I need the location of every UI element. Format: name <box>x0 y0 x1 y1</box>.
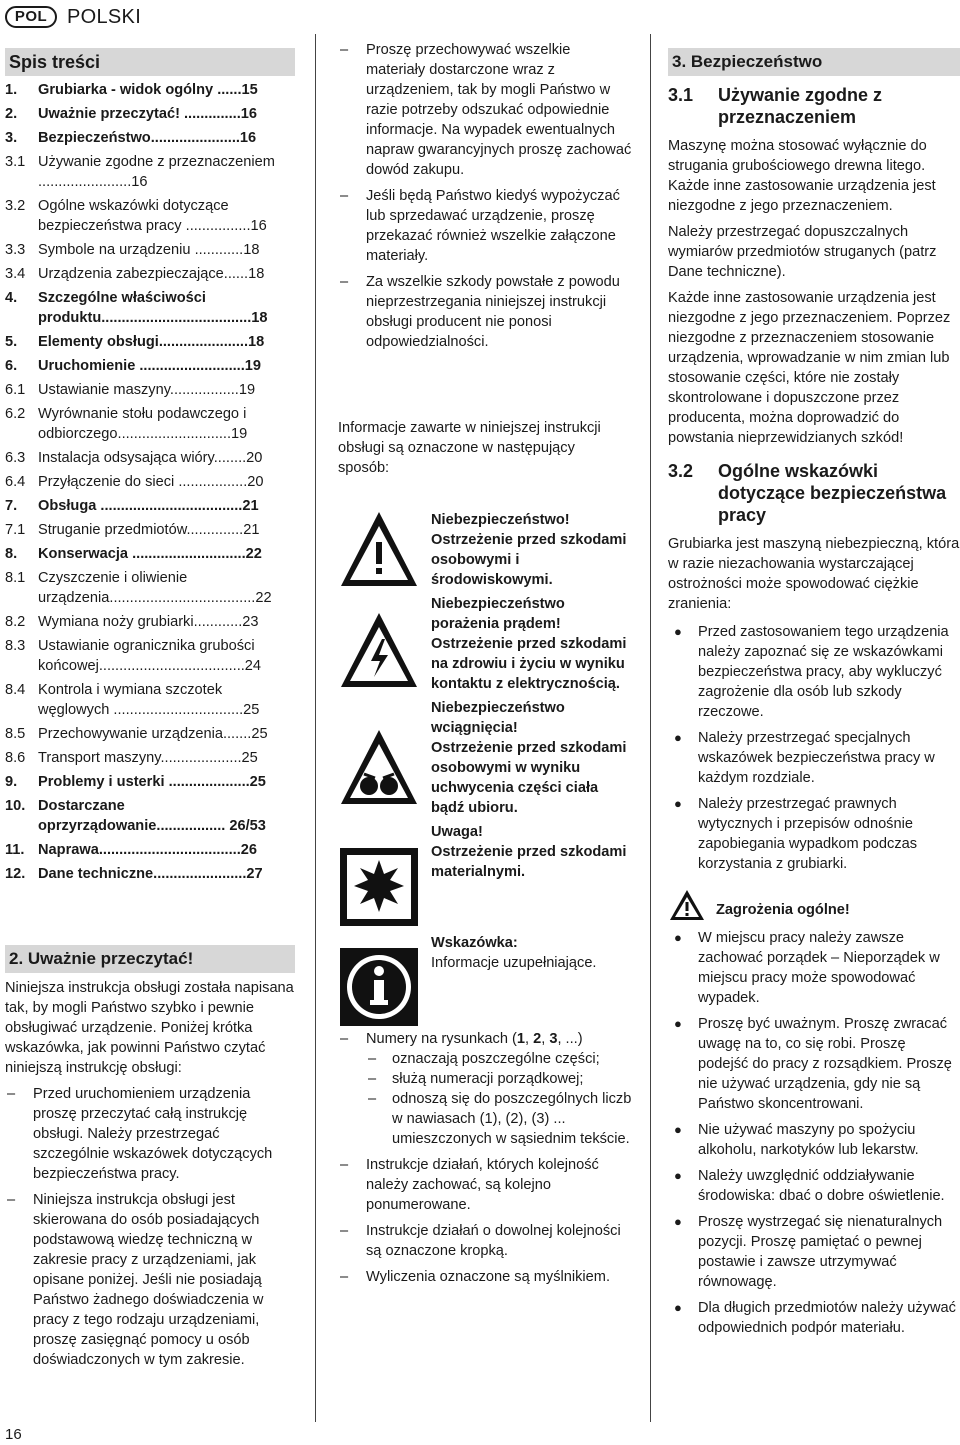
section2-intro: Niniejsza instrukcja obsługi została napisana tak, by mogli Państwo szybko i pewnie obsługiwać urządzenie. Poniżej krótka wskazówka, jak powinni Państwo czytać niniejszą instrukcję obsługi: <box>5 980 294 1076</box>
s31-paragraph-1: Maszynę można stosować wyłącznie do strugania grubościowego drewna litego. Każde inne zastosowanie urządzenia jest niezgodne z jego przeznaczeniem. <box>668 138 936 214</box>
toc-number: 10. <box>5 798 26 814</box>
toc-number: 12. <box>5 866 26 882</box>
toc-entry: Używanie zgodne z przeznaczeniem .......................16 <box>38 154 275 190</box>
toc-number: 6.3 <box>5 450 26 466</box>
toc-entry: Urządzenia zabezpieczające......18 <box>38 266 265 282</box>
info-intro: Informacje zawarte w niniejszej instrukcji obsługi są oznaczone w następujący sposób: <box>338 420 601 476</box>
list-text: W miejscu pracy należy zawsze zachować porządek – Nieporządek w miejscu pracy może spowodować wypadek. <box>698 930 940 1006</box>
toc-row <box>5 448 295 468</box>
list-text: Instrukcje działań, których kolejność należy zachować, są kolejno ponumerowane. <box>366 1157 599 1213</box>
toc-row <box>5 472 295 492</box>
warning-text: Ostrzeżenie przed szkodami osobowymi i środowiskowymi. <box>431 532 627 588</box>
numbers-sub-item <box>366 1069 632 1089</box>
warning-text: Niebezpieczeństwo porażenia prądem! <box>431 596 565 632</box>
bullet-marker: ● <box>674 1300 682 1315</box>
list-text: Należy uwzględnić oddziaływanie środowiska: dbać o dobre oświetlenie. <box>698 1168 945 1204</box>
numbers-sublist <box>338 1049 632 1149</box>
hazard-bullet <box>668 1166 960 1206</box>
dash-marker: – <box>340 188 349 204</box>
dash-marker: – <box>368 1091 377 1107</box>
list-text: Za wszelkie szkody powstałe z powodu nieprzestrzegania niniejszej instrukcji obsługi producent nie ponosi odpowiedzialności. <box>366 274 620 350</box>
info-icon <box>338 946 420 1028</box>
hazard-bullet <box>668 1298 960 1338</box>
toc-number: 8.2 <box>5 614 26 630</box>
toc-entry: Wyrównanie stołu podawczego i odbiorczego............................19 <box>38 406 248 442</box>
toc-row <box>5 128 295 148</box>
list-text: Proszę wystrzegać się nienaturalnych pozycji. Proszę pamiętać o pewnej postawie i zawsze utrzymywać równowagę. <box>698 1214 943 1290</box>
toc-row <box>5 864 295 884</box>
toc-entry: Uruchomienie ..........................19 <box>38 358 262 374</box>
column-divider-1 <box>315 34 316 1422</box>
language-title: POLSKI <box>67 6 142 28</box>
toc-entry: Obsługa ...................................21 <box>38 498 259 514</box>
section31-heading: 3.1 Używanie zgodne z przeznaczeniem <box>668 85 883 127</box>
hazard-bullet <box>668 1120 960 1160</box>
toc-row <box>5 796 295 836</box>
warning-text: Niebezpieczeństwo! <box>431 512 570 528</box>
toc-number: 8.4 <box>5 682 26 698</box>
toc-number: 3.1 <box>5 154 26 170</box>
toc-row <box>5 520 295 540</box>
toc-number: 8. <box>5 546 18 562</box>
toc-entry: Symbole na urządzeniu ............18 <box>38 242 260 258</box>
toc-number: 3.2 <box>5 198 26 214</box>
toc-entry: Naprawa...................................26 <box>38 842 257 858</box>
section32-heading: 3.2 Ogólne wskazówki dotyczące bezpieczeństwa pracy <box>668 461 947 525</box>
toc-number: 11. <box>5 842 25 858</box>
numbers-sub-item <box>366 1089 632 1149</box>
toc-number: 6. <box>5 358 18 374</box>
dash-marker: – <box>368 1071 377 1087</box>
warning-triangle-icon <box>668 888 706 922</box>
hint-title: Wskazówka: <box>431 935 518 951</box>
toc-entry: Ustawianie maszyny.................19 <box>38 382 256 398</box>
column-divider-2 <box>650 34 651 1422</box>
warning-texts <box>431 510 631 882</box>
toc-number: 4. <box>5 290 18 306</box>
toc-row <box>5 772 295 792</box>
toc-row <box>5 80 295 100</box>
toc-number: 7.1 <box>5 522 26 538</box>
dash-marker: – <box>340 1157 349 1173</box>
toc-number: 8.5 <box>5 726 26 742</box>
toc-entry: Struganie przedmiotów..............21 <box>38 522 260 538</box>
dash-marker: – <box>340 1223 349 1239</box>
toc-row <box>5 264 295 284</box>
dash-marker: – <box>340 1269 349 1285</box>
toc-entry: Konserwacja ............................22 <box>38 546 262 562</box>
section2-item <box>5 1084 295 1184</box>
toc-row <box>5 288 295 328</box>
toc-number: 1. <box>5 82 18 98</box>
warning-text: Uwaga! <box>431 824 483 840</box>
toc-entry: Dane techniczne.......................27 <box>38 866 263 882</box>
list-text: Przed uruchomieniem urządzenia proszę przeczytać całą instrukcję obsługi. Należy przestrzegać szczególnie wskazówek dotyczących bezpieczeństwa pracy. <box>33 1086 273 1182</box>
toc-row <box>5 332 295 352</box>
bullet-marker: ● <box>674 730 682 745</box>
bullet-marker: ● <box>674 1168 682 1183</box>
safety-bullet <box>668 622 960 722</box>
list-text: Przed zastosowaniem tego urządzenia należy zapoznać się ze wskazówkami bezpieczeństwa pracy, aby wykluczyć zagrożenie dla osób lub szkody rzeczowe. <box>698 624 949 720</box>
danger-warning-icon <box>338 508 420 590</box>
toc-row <box>5 196 295 236</box>
toc-entry: Dostarczane oprzyrządowanie................. 26/53 <box>38 798 266 834</box>
toc-entry: Instalacja odsysająca wióry........20 <box>38 450 263 466</box>
dash-marker: – <box>340 42 349 58</box>
warning-text: Ostrzeżenie przed szkodami materialnymi. <box>431 844 627 880</box>
section3-title: 3. Bezpieczeństwo <box>668 48 960 76</box>
numbers-sub-item <box>366 1049 632 1069</box>
toc-number: 3.4 <box>5 266 26 282</box>
toc-title: Spis treści <box>5 48 295 76</box>
dash-marker: – <box>340 274 349 290</box>
safety-bullets-1 <box>668 622 960 874</box>
hazard-bullet <box>668 928 960 1008</box>
toc-number: 5. <box>5 334 18 350</box>
toc-row <box>5 636 295 676</box>
list-text: Proszę przechowywać wszelkie materiały dostarczone wraz z urządzeniem, tak by mogli Państwo w razie potrzeby odszukać odpowiednie informacje. Na wypadek ewentualnych napraw gwarancyjnych proszę zachować dowód zakupu. <box>366 42 632 178</box>
list-text: Instrukcje działań o dowolnej kolejności są oznaczone kropką. <box>366 1223 621 1259</box>
language-badge: POL <box>5 6 57 28</box>
hazard-bullet <box>668 1014 960 1114</box>
warning-text: Ostrzeżenie przed szkodami na zdrowiu i życiu w wyniku kontaktu z elektrycznością. <box>431 636 627 692</box>
bullet-marker: ● <box>674 796 682 811</box>
toc-row <box>5 356 295 376</box>
toc-number: 8.3 <box>5 638 26 654</box>
toc-entry: Grubiarka - widok ogólny ......15 <box>38 82 258 98</box>
col2-bottom-item <box>338 1155 632 1215</box>
col2-item <box>338 272 632 352</box>
toc-number: 3.3 <box>5 242 26 258</box>
warning-text: Ostrzeżenie przed szkodami osobowymi w wyniku uchwycenia części ciała bądź ubioru. <box>431 740 627 816</box>
toc-entry: Czyszczenie i oliwienie urządzenia....................................22 <box>38 570 272 606</box>
safety-bullet <box>668 728 960 788</box>
toc-number: 8.1 <box>5 570 26 586</box>
list-text: odnoszą się do poszczególnych liczb w nawiasach (1), (2), (3) ... umieszczonych w sąsiednim tekście. <box>392 1091 632 1147</box>
toc-row <box>5 840 295 860</box>
hazard-bullet <box>668 1212 960 1292</box>
bullet-marker: ● <box>674 930 682 945</box>
col2-item <box>338 40 632 180</box>
col2-top-list <box>338 40 632 358</box>
toc-entry: Ogólne wskazówki dotyczące bezpieczeństwa pracy ................16 <box>38 198 267 234</box>
bullet-marker: ● <box>674 624 682 639</box>
material-damage-icon <box>338 846 420 928</box>
toc-row <box>5 612 295 632</box>
toc-row <box>5 152 295 192</box>
s32-paragraph-1: Grubiarka jest maszyną niebezpieczną, która w razie niezachowania wystarczającej ostrożności może spowodować ciężkie zranienia: <box>668 536 960 612</box>
toc-entry: Problemy i usterki ....................25 <box>38 774 266 790</box>
toc-number: 9. <box>5 774 18 790</box>
bullet-marker: ● <box>674 1214 682 1229</box>
toc-number: 2. <box>5 106 18 122</box>
col2-item <box>338 186 632 266</box>
list-text: Wyliczenia oznaczone są myślnikiem. <box>366 1269 610 1285</box>
toc-number: 6.4 <box>5 474 26 490</box>
list-text: Dla długich przedmiotów należy używać odpowiednich podpór materiału. <box>698 1300 956 1336</box>
toc-row <box>5 404 295 444</box>
numbers-item: – Numery na rysunkach (1, 2, 3, ...) <box>340 1031 583 1047</box>
toc-number: 6.1 <box>5 382 26 398</box>
dash-marker: – <box>7 1086 16 1102</box>
toc-entry: Przechowywanie urządzenia.......25 <box>38 726 268 742</box>
toc-number: 8.6 <box>5 750 26 766</box>
toc-row <box>5 240 295 260</box>
col2-bottom-item <box>338 1221 632 1261</box>
safety-bullet <box>668 794 960 874</box>
toc-number: 7. <box>5 498 18 514</box>
toc-row <box>5 104 295 124</box>
section2-list <box>5 1084 295 1370</box>
toc-row <box>5 568 295 608</box>
toc-list <box>5 80 295 888</box>
warning-text: Niebezpieczeństwo wciągnięcia! <box>431 700 565 736</box>
s31-paragraph-2: Należy przestrzegać dopuszczalnych wymiarów przedmiotów struganych (patrz Dane techniczne). <box>668 224 937 280</box>
hint-text: Informacje uzupełniające. <box>431 955 597 971</box>
toc-entry: Bezpieczeństwo......................16 <box>38 130 257 146</box>
toc-number: 6.2 <box>5 406 26 422</box>
toc-number: 3. <box>5 130 18 146</box>
hazard-heading: Zagrożenia ogólne! <box>668 888 960 922</box>
toc-entry: Kontrola i wymiana szczotek węglowych ................................25 <box>38 682 260 718</box>
page-number: 16 <box>5 1426 22 1443</box>
list-text: Należy przestrzegać specjalnych wskazówek bezpieczeństwa pracy w każdym rozdziale. <box>698 730 935 786</box>
list-text: oznaczają poszczególne części; <box>392 1051 600 1067</box>
toc-row <box>5 724 295 744</box>
col2-bottom-item <box>338 1267 632 1287</box>
list-text: Niniejsza instrukcja obsługi jest skierowana do osób posiadających podstawową wiedzę techniczną w zakresie pracy z urządzeniami, jak opisane poniżej. Jeśli nie posiadają Państwo żadnego doświadczenia w pracy z tego rodzaju urządzeniami, proszę zasięgnąć pomocy u osób doświadczonych w tym zakresie. <box>33 1192 264 1368</box>
toc-row <box>5 544 295 564</box>
toc-entry: Szczególne właściwości produktu.....................................18 <box>38 290 268 326</box>
toc-entry: Transport maszyny....................25 <box>38 750 258 766</box>
bullet-marker: ● <box>674 1122 682 1137</box>
list-text: Proszę być uważnym. Proszę zwracać uwagę na to, co się robi. Proszę podejść do pracy z rozsądkiem. Proszę nie używać urządzenia, gdy nie są Państwo skoncentrowani. <box>698 1016 952 1112</box>
toc-entry: Ustawianie ogranicznika grubości końcowej....................................24 <box>38 638 262 674</box>
electric-shock-icon <box>338 609 420 691</box>
toc-row <box>5 748 295 768</box>
s31-paragraph-3: Każde inne zastosowanie urządzenia jest niezgodne z jego przeznaczeniem. Poprzez niezgodne z przeznaczeniem stosowanie urządzenia, wprowadzanie w nim zmian lub stosowanie części, które nie zostały skontrolowane i dopuszczone przez producenta, można doprowadzić do powstania nieprzewidzianych szkód! <box>668 290 951 446</box>
toc-entry: Uważnie przeczytać! ..............16 <box>38 106 257 122</box>
list-text: służą numeracji porządkowej; <box>392 1071 584 1087</box>
bullet-marker: ● <box>674 1016 682 1031</box>
toc-entry: Przyłączenie do sieci .................20 <box>38 474 264 490</box>
toc-row <box>5 380 295 400</box>
page-header <box>5 4 141 30</box>
section2-title: 2. Uważnie przeczytać! <box>5 945 295 973</box>
col2-bottom-list <box>338 1155 632 1287</box>
entanglement-hazard-icon <box>338 726 420 808</box>
toc-row <box>5 680 295 720</box>
safety-bullets-2 <box>668 928 960 1338</box>
list-text: Nie używać maszyny po spożyciu alkoholu, narkotyków lub lekarstw. <box>698 1122 919 1158</box>
toc-row <box>5 496 295 516</box>
toc-entry: Elementy obsługi......................18 <box>38 334 265 350</box>
dash-marker: – <box>7 1192 16 1208</box>
list-text: Należy przestrzegać prawnych wytycznych i przepisów odnośnie zapobiegania wypadkom podczas korzystania z grubiarki. <box>698 796 918 872</box>
section2-item <box>5 1190 295 1370</box>
toc-entry: Wymiana noży grubiarki............23 <box>38 614 259 630</box>
list-text: Jeśli będą Państwo kiedyś wypożyczać lub sprzedawać urządzenie, proszę przekazać również wszelkie załączone materiały. <box>366 188 620 264</box>
dash-marker: – <box>368 1051 377 1067</box>
